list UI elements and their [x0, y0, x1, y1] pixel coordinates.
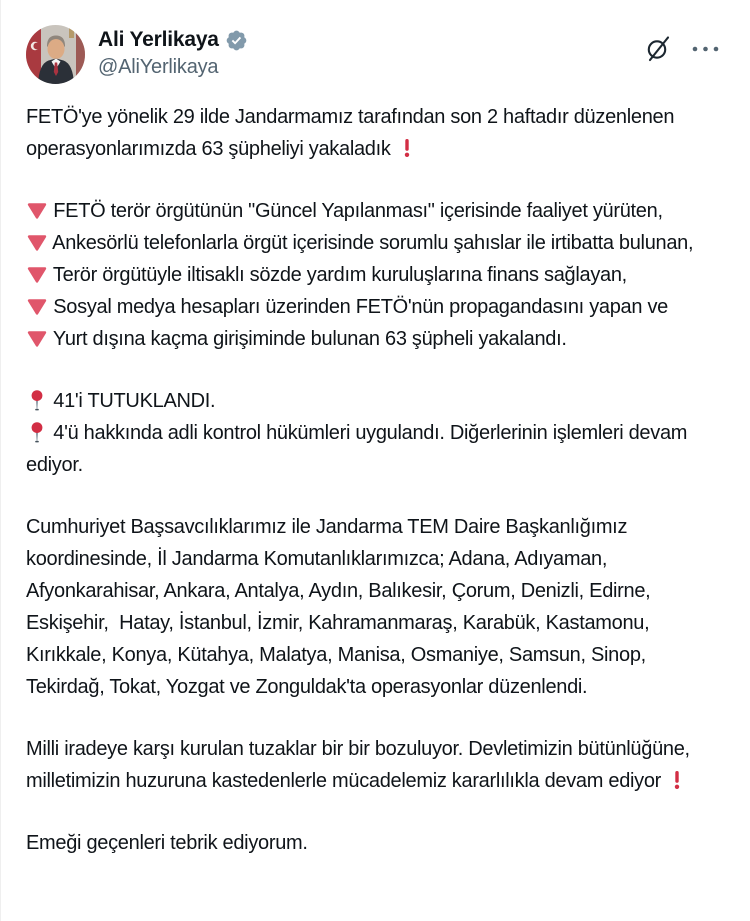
round-pushpin-icon	[26, 421, 48, 443]
tweet-text-block	[26, 385, 727, 481]
verified-badge-icon	[225, 29, 248, 52]
avatar[interactable]	[26, 25, 85, 84]
author-name-row	[98, 28, 248, 52]
tweet-text-block	[26, 101, 727, 165]
author-name[interactable]: Ali Yerlikaya	[98, 28, 219, 51]
tweet-text-line: FETÖ terör örgütünün "Güncel Yapılanması" içerisinde faaliyet yürüten,	[26, 195, 727, 227]
tweet-text-block	[26, 195, 727, 355]
tweet-text-line: Terör örgütüyle iltisaklı sözde yardım kuruluşlarına finans sağlayan,	[26, 259, 727, 291]
tweet-text-line: Cumhuriyet Başsavcılıklarımız ile Jandarma TEM Daire Başkanlığımız koordinesinde, İl Jandarma Komutanlıklarımızca; Adana, Adıyaman, Afyonkarahisar, Ankara, Antalya, Aydın, Balıkesir, Çorum, Denizli, Edirne, Eskişehir, Hatay, İstanbul, İzmir, Kahramanmaraş, Karabük, Kastamonu, Kırıkkale, Konya, Kütahya, Malatya, Manisa, Osmaniye, Samsun, Sinop, Tekirdağ, Tokat, Yozgat ve Zonguldak'ta operasyonlar düzenlendi.	[26, 516, 656, 698]
grok-icon	[644, 35, 671, 62]
tweet-text-line: 41'i TUTUKLANDI.	[26, 385, 727, 417]
tweet-text-block	[26, 511, 727, 703]
ellipsis-icon	[691, 44, 721, 54]
tweet-text-line: Emeği geçenleri tebrik ediyorum.	[26, 832, 308, 854]
header-actions	[642, 25, 725, 64]
red-triangle-down-icon	[26, 199, 48, 221]
tweet-text-line: Sosyal medya hesapları üzerinden FETÖ'nün propagandasını yapan ve	[26, 291, 727, 323]
tweet-text-line: 4'ü hakkında adli kontrol hükümleri uygulandı. Diğerlerinin işlemleri devam ediyor.	[26, 422, 693, 476]
tweet-text-block	[26, 733, 727, 797]
red-triangle-down-icon	[26, 327, 48, 349]
tweet-body	[26, 101, 727, 859]
red-exclamation-icon	[396, 137, 418, 159]
tweet-text-line: FETÖ'ye yönelik 29 ilde Jandarmamız tarafından son 2 haftadır düzenlenen operasyonlarımızda 63 şüpheliyi yakaladık	[26, 106, 680, 160]
red-exclamation-icon	[666, 769, 688, 791]
tweet-text-line: Milli iradeye karşı kurulan tuzaklar bir bir bozuluyor. Devletimizin bütünlüğüne, milletimizin huzuruna kastedenlerle mücadelemiz kararlılıkla devam ediyor	[26, 738, 696, 792]
avatar-image	[26, 25, 85, 84]
tweet-text-block	[26, 827, 727, 859]
tweet-text-line: Yurt dışına kaçma girişiminde bulunan 63 şüpheli yakalandı.	[26, 323, 727, 355]
author-handle[interactable]: @AliYerlikaya	[98, 56, 219, 78]
author-block	[98, 25, 248, 79]
tweet-header	[26, 25, 725, 84]
more-button[interactable]	[689, 42, 723, 56]
red-triangle-down-icon	[26, 263, 48, 285]
red-triangle-down-icon	[26, 295, 48, 317]
round-pushpin-icon	[26, 389, 48, 411]
tweet-text-line: Ankesörlü telefonlarla örgüt içerisinde sorumlu şahıslar ile irtibatta bulunan,	[26, 227, 727, 259]
red-triangle-down-icon	[26, 231, 48, 253]
grok-button[interactable]	[642, 33, 673, 64]
